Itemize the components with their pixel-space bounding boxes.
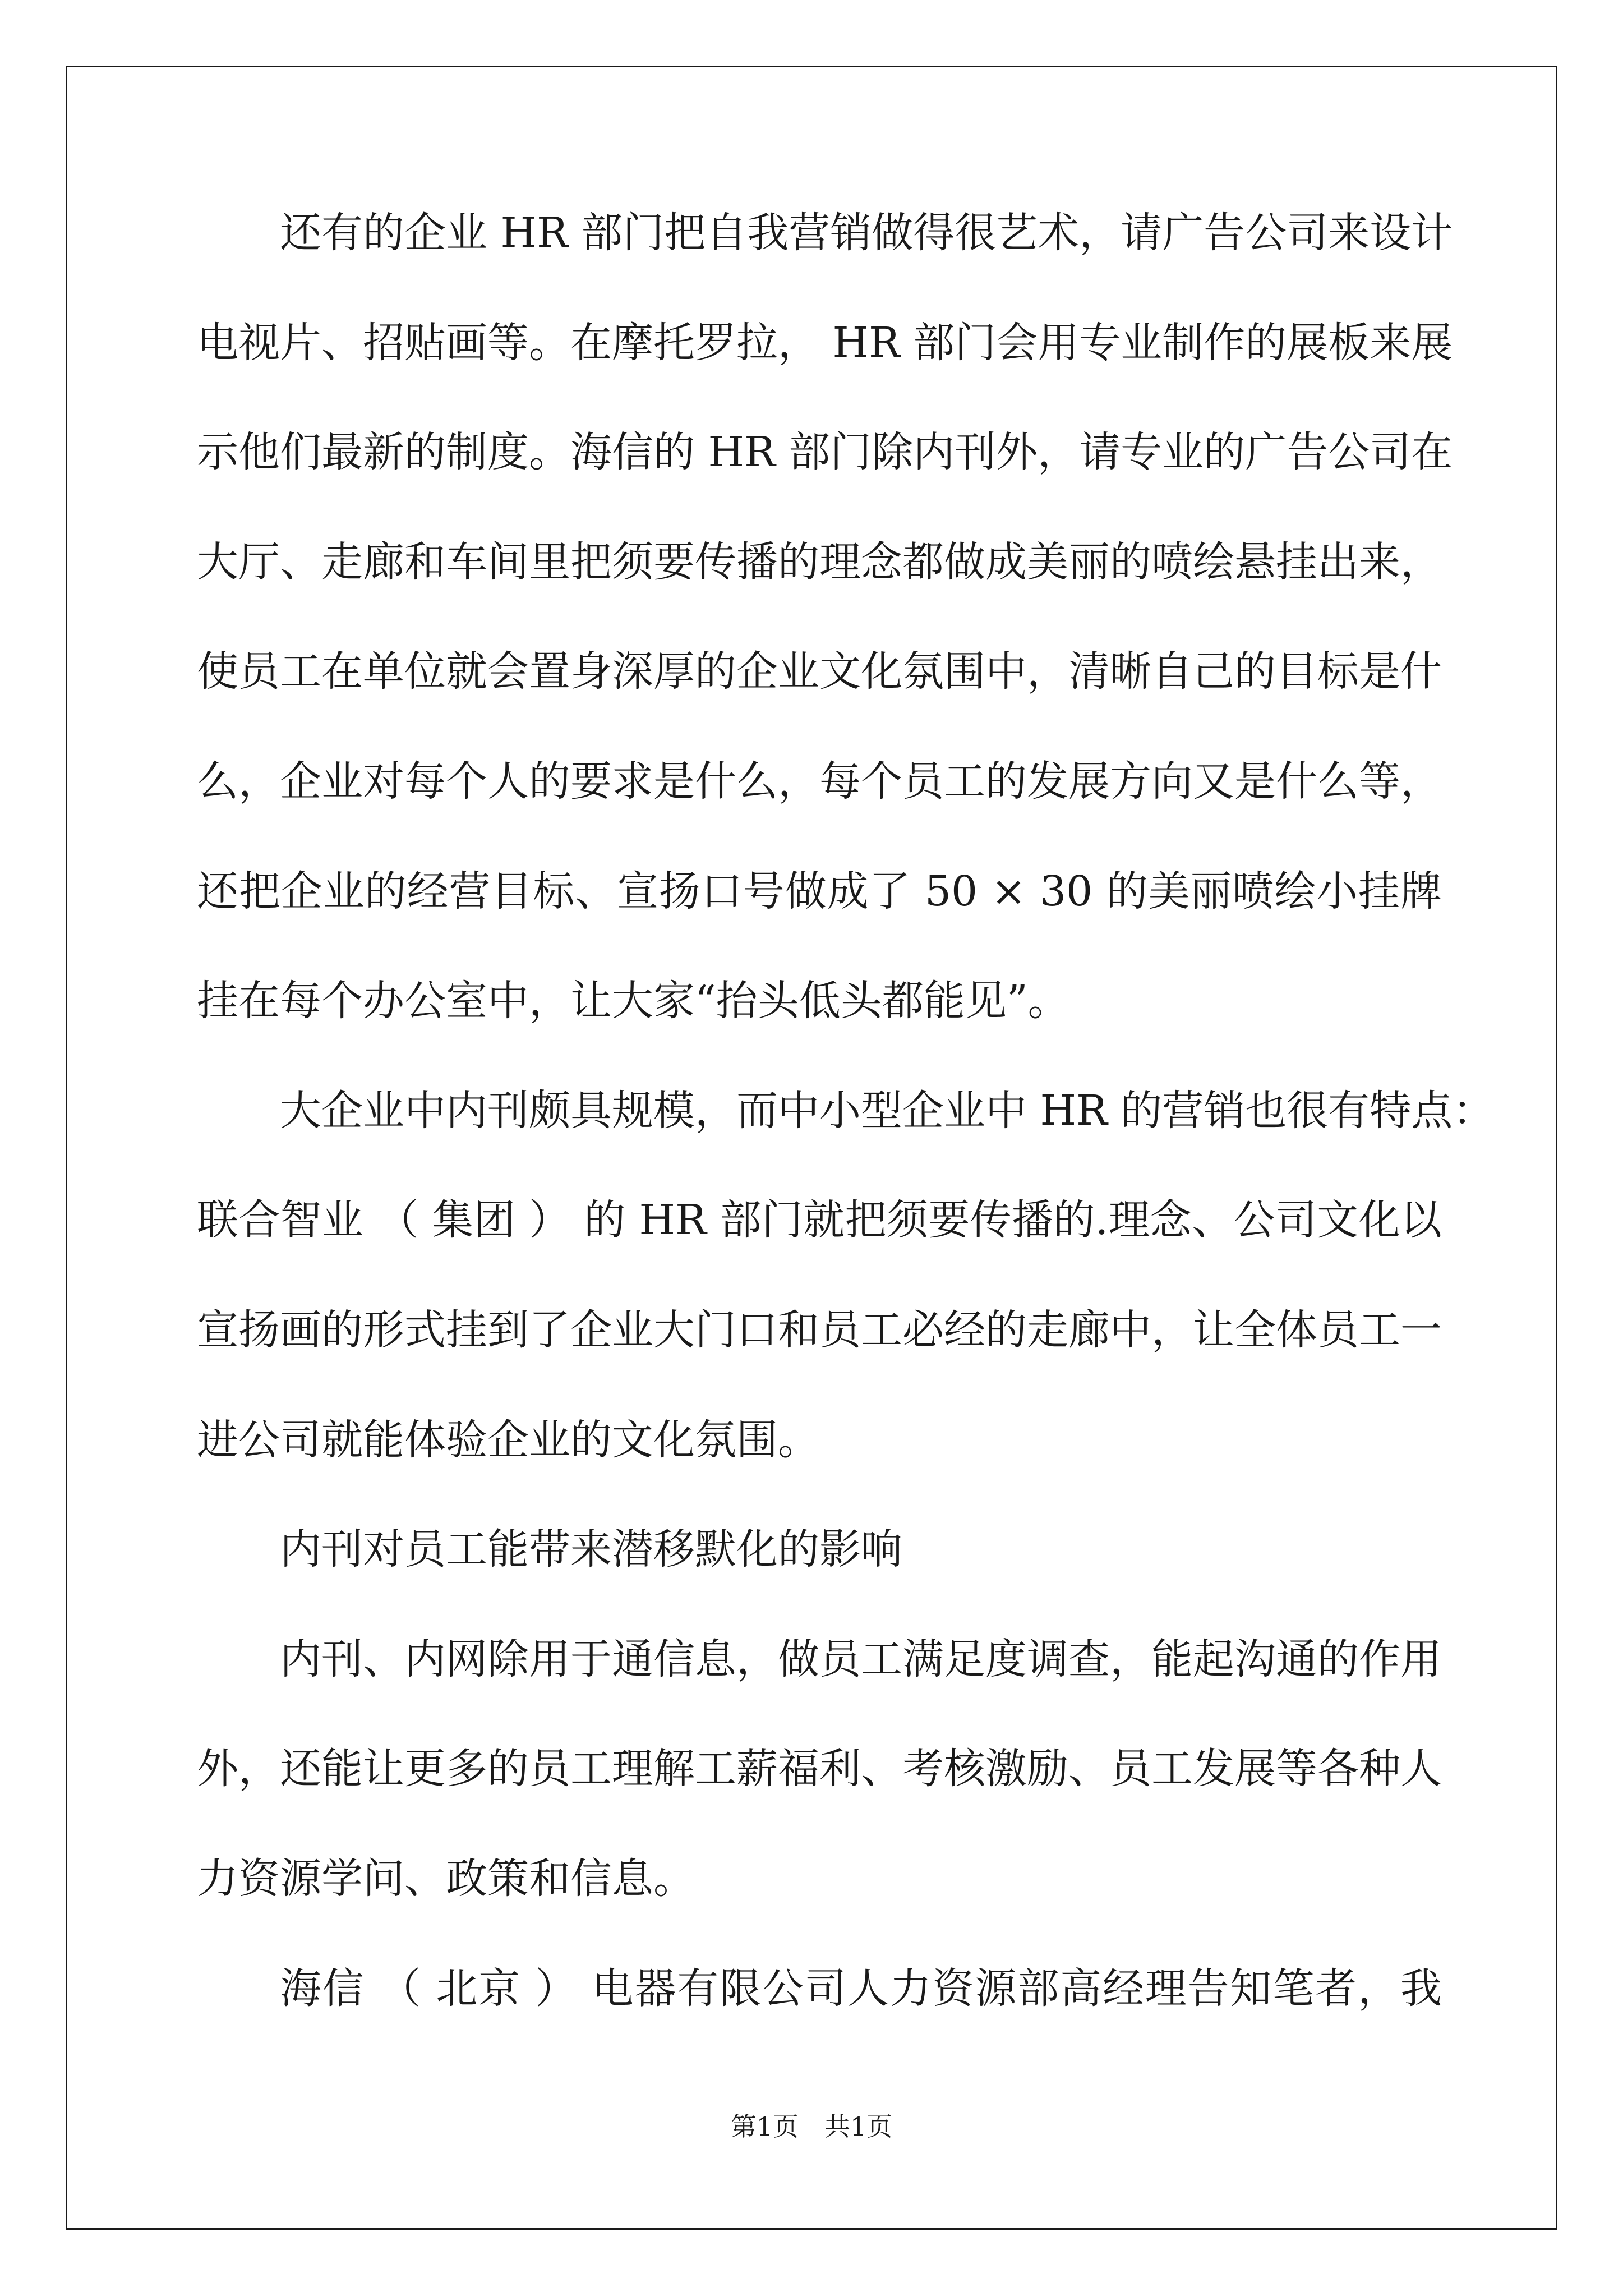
text-line: 挂在每个办公室中，让大家“抬头低头都能见”。 — [197, 977, 1069, 1025]
text-line: 宣扬画的形式挂到了企业大门口和员工必经的走廊中，让全体员工一 — [197, 1305, 1442, 1354]
text-line: 示他们最新的制度。海信的 HR 部门除内刊外，请专业的广告公司在 — [197, 428, 1453, 477]
text-line: 联合智业 （ 集团 ） 的 HR 部门就把须要传播的.理念、公司文化以 — [197, 1196, 1442, 1245]
text-line: 使员工在单位就会置身深厚的企业文化氛围中，清晰自己的目标是什 — [197, 647, 1442, 696]
text-line: 电视片、招贴画等。在摩托罗拉， HR 部门会用专业制作的展板来展 — [197, 318, 1453, 367]
text-line: 么，企业对每个人的要求是什么，每个员工的发展方向又是什么等， — [197, 757, 1442, 806]
document-body — [197, 199, 1495, 2064]
text-line: 进公司就能体验企业的文化氛围。 — [197, 1415, 819, 1464]
text-line: 海信 （ 北京 ） 电器有限公司人力资源部高经理告知笔者，我 — [280, 1964, 1442, 2013]
text-line: 内刊对员工能带来潜移默化的影响 — [280, 1525, 902, 1574]
text-line: 力资源学问、政策和信息。 — [197, 1854, 695, 1903]
text-line: 内刊、内网除用于通信息，做员工满足度调查，能起沟通的作用 — [280, 1635, 1442, 1683]
text-line: 还把企业的经营目标、宣扬口号做成了 50 × 30 的美丽喷绘小挂牌 — [197, 867, 1442, 915]
page-footer: 第1页 共1页 — [730, 2111, 893, 2142]
text-line: 还有的企业 HR 部门把自我营销做得很艺术，请广告公司来设计 — [280, 209, 1453, 257]
text-line: 大企业中内刊颇具规模，而中小型企业中 HR 的营销也很有特点： — [280, 1086, 1495, 1135]
text-line: 外，还能让更多的员工理解工薪福利、考核激励、员工发展等各种人 — [197, 1745, 1442, 1793]
text-line: 大厅、走廊和车间里把须要传播的理念都做成美丽的喷绘悬挂出来， — [197, 537, 1442, 586]
